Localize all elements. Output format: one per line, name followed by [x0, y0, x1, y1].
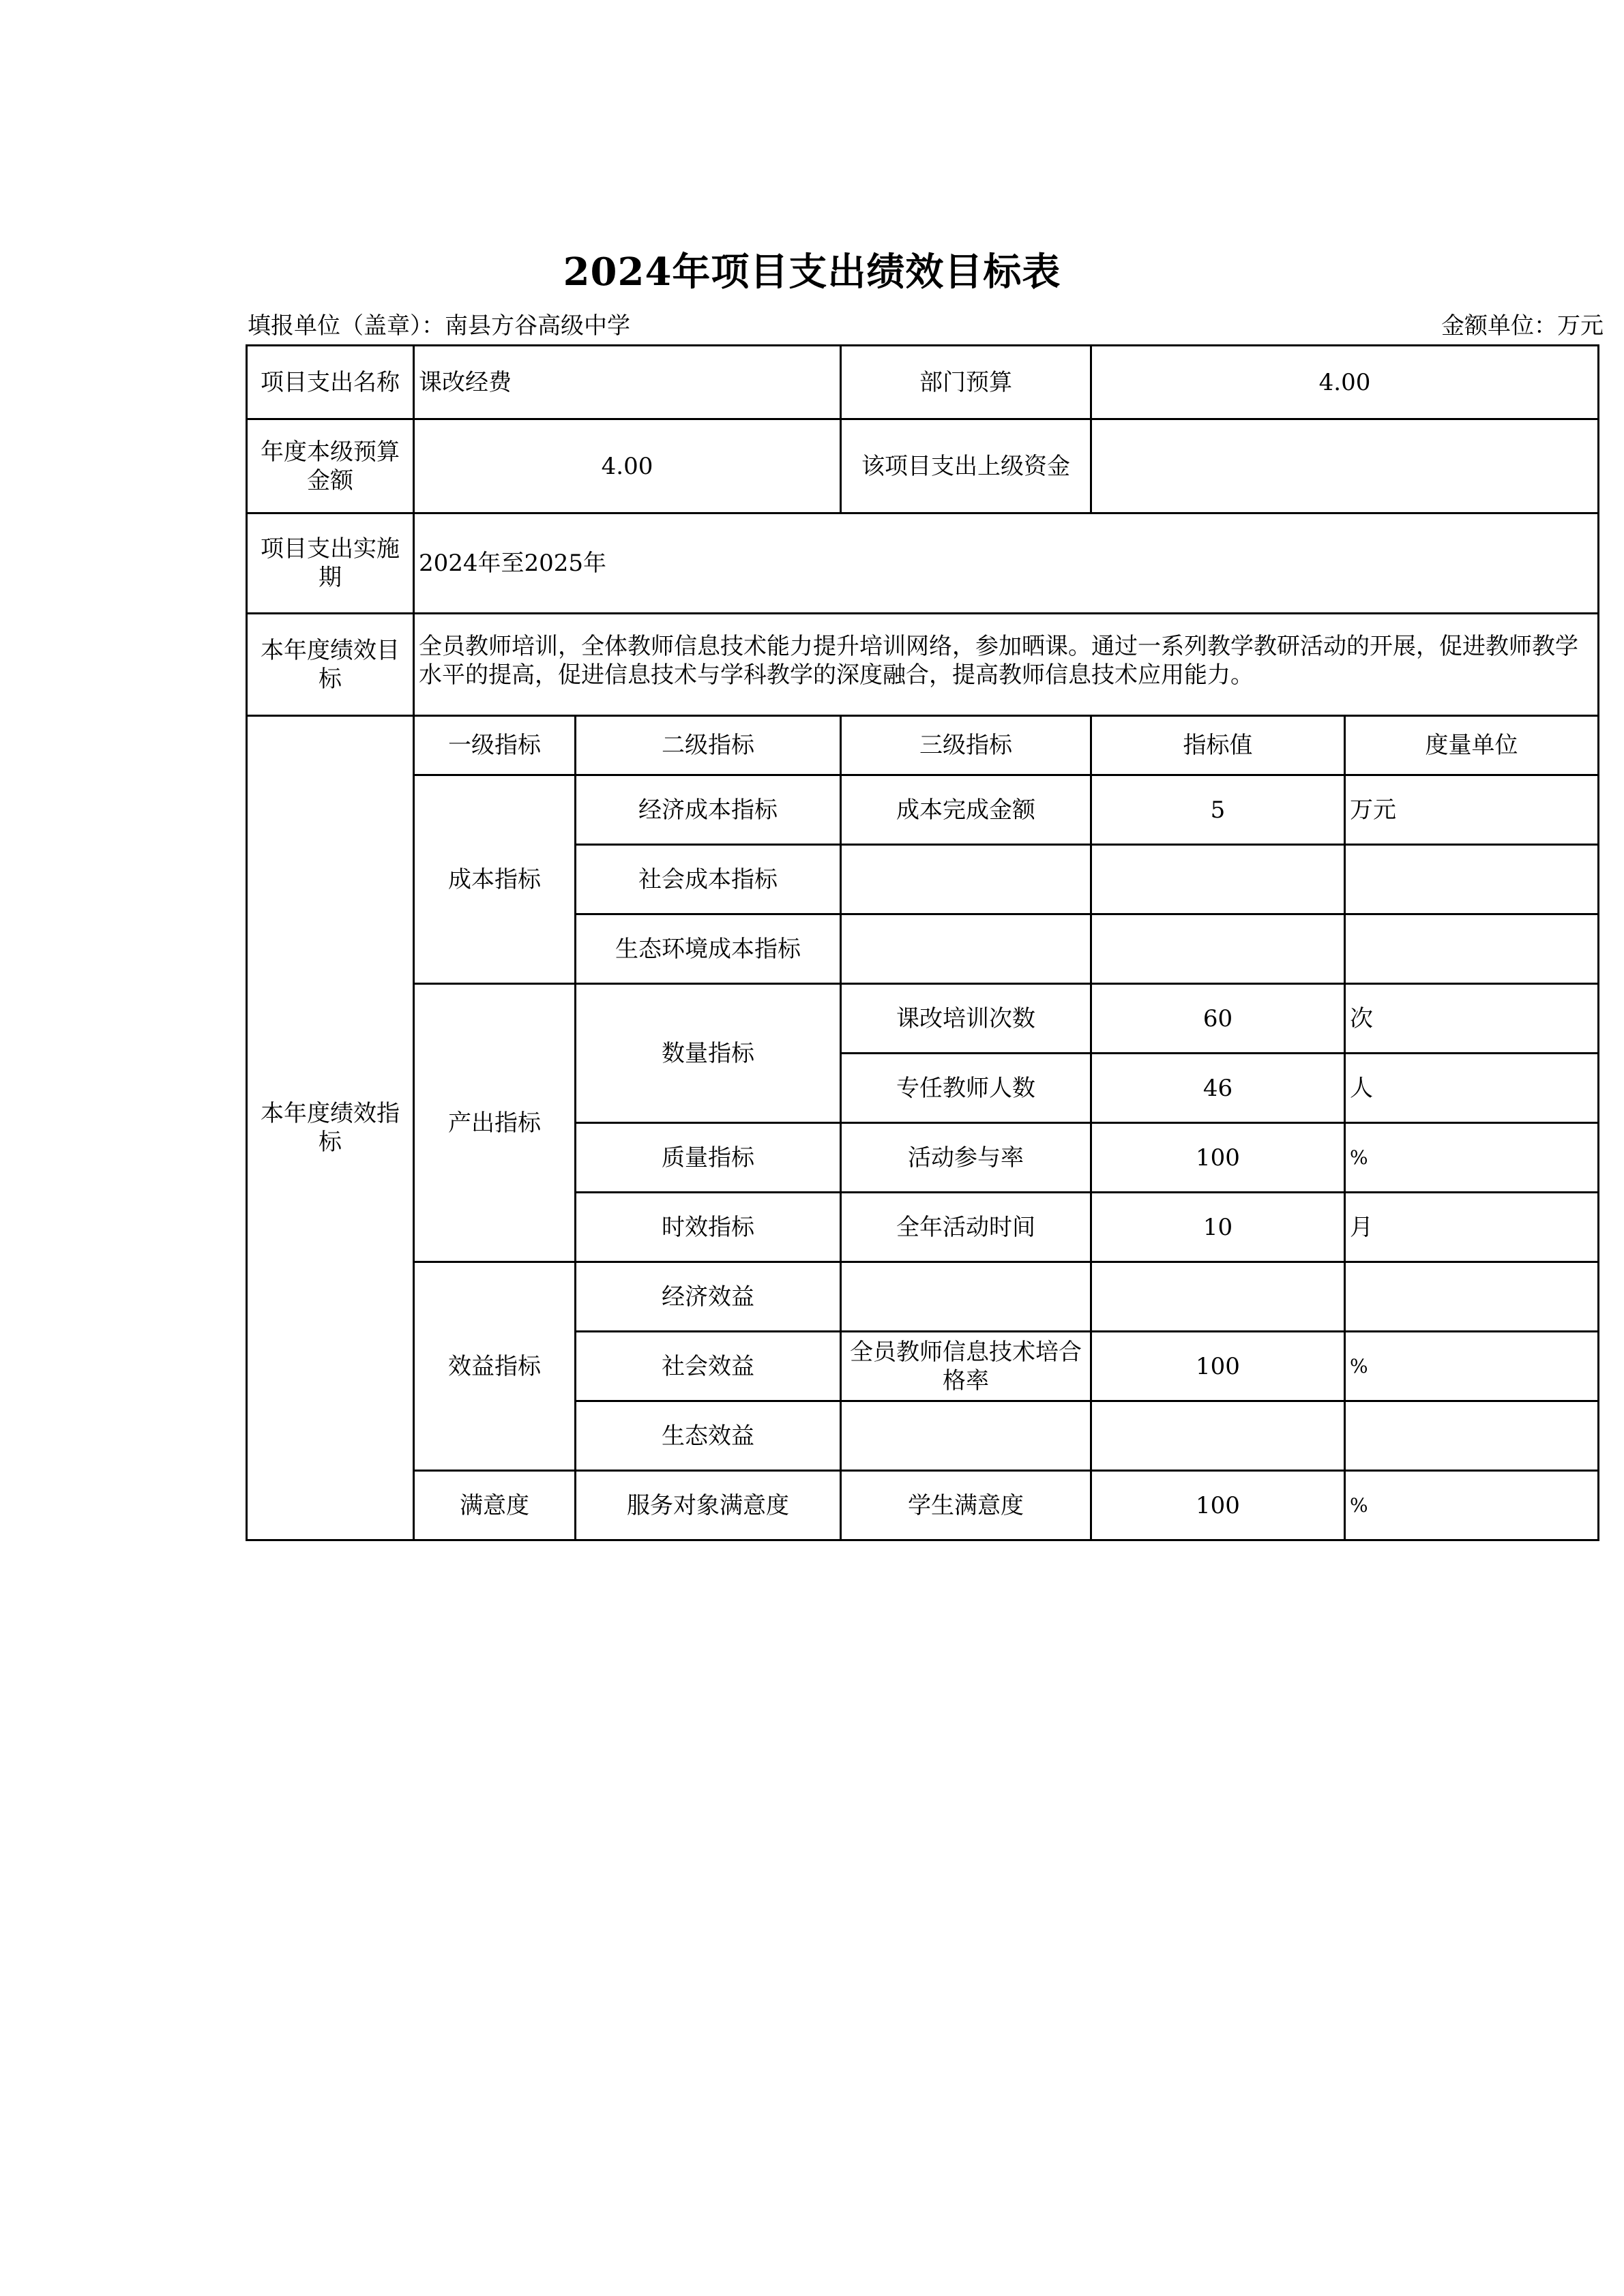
table-row [247, 513, 1599, 614]
indicators-section-label: 本年度绩效指标 [247, 716, 414, 1540]
level3-cell: 课改培训次数 [841, 984, 1091, 1054]
project-name: 课改经费 [414, 346, 841, 419]
value-cell: 46 [1091, 1054, 1345, 1123]
level2-cell: 经济效益 [576, 1262, 841, 1332]
dept-budget-label: 部门预算 [841, 346, 1091, 419]
unit-cell [1345, 914, 1599, 984]
level2-cell: 时效指标 [576, 1193, 841, 1262]
level2-cell: 经济成本指标 [576, 775, 841, 845]
level1-output: 产出指标 [414, 984, 576, 1262]
level3-cell: 全年活动时间 [841, 1193, 1091, 1262]
level2-cell: 生态环境成本指标 [576, 914, 841, 984]
unit-cell: % [1345, 1332, 1599, 1401]
level2-cell: 社会成本指标 [576, 845, 841, 914]
table-row [247, 984, 1599, 1054]
level3-cell: 活动参与率 [841, 1123, 1091, 1193]
level2-cell: 社会效益 [576, 1332, 841, 1401]
upper-funds-value [1091, 419, 1599, 513]
level3-cell [841, 914, 1091, 984]
table-header-row [247, 716, 1599, 775]
level2-cell: 数量指标 [576, 984, 841, 1123]
value-cell: 5 [1091, 775, 1345, 845]
unit-cell: 万元 [1345, 775, 1599, 845]
period-label: 项目支出实施期 [247, 513, 414, 614]
unit-cell: 次 [1345, 984, 1599, 1054]
level3-cell [841, 1401, 1091, 1471]
level1-satisfaction: 满意度 [414, 1471, 576, 1540]
header-value: 指标值 [1091, 716, 1345, 775]
level1-cost: 成本指标 [414, 775, 576, 984]
value-cell [1091, 1262, 1345, 1332]
table-row [247, 775, 1599, 845]
performance-table [246, 344, 1599, 1541]
table-row [247, 419, 1599, 513]
unit-cell: % [1345, 1123, 1599, 1193]
level3-cell: 全员教师信息技术培合格率 [841, 1332, 1091, 1401]
annual-budget-value: 4.00 [414, 419, 841, 513]
upper-funds-label: 该项目支出上级资金 [841, 419, 1091, 513]
level3-cell [841, 1262, 1091, 1332]
level1-benefit: 效益指标 [414, 1262, 576, 1471]
value-cell: 10 [1091, 1193, 1345, 1262]
level3-cell: 成本完成金额 [841, 775, 1091, 845]
level2-cell: 生态效益 [576, 1401, 841, 1471]
level3-cell: 学生满意度 [841, 1471, 1091, 1540]
value-cell [1091, 1401, 1345, 1471]
unit-cell [1345, 1401, 1599, 1471]
fill-unit: 填报单位（盖章）：南县方谷高级中学 [248, 312, 630, 340]
goal-label: 本年度绩效目标 [247, 614, 414, 716]
value-cell: 100 [1091, 1332, 1345, 1401]
level2-cell: 质量指标 [576, 1123, 841, 1193]
table-row [247, 1262, 1599, 1332]
project-name-label: 项目支出名称 [247, 346, 414, 419]
goal-text: 全员教师培训，全体教师信息技术能力提升培训网络，参加晒课。通过一系列教学教研活动的开展，促进教师教学水平的提高，促进信息技术与学科教学的深度融合，提高教师信息技术应用能力。 [414, 614, 1599, 716]
annual-budget-label: 年度本级预算金额 [247, 419, 414, 513]
level2-cell: 服务对象满意度 [576, 1471, 841, 1540]
level3-cell [841, 845, 1091, 914]
value-cell: 100 [1091, 1471, 1345, 1540]
table-row [247, 1471, 1599, 1540]
unit-cell: % [1345, 1471, 1599, 1540]
header-level1: 一级指标 [414, 716, 576, 775]
value-cell: 60 [1091, 984, 1345, 1054]
table-row [247, 614, 1599, 716]
amount-unit: 金额单位：万元 [1441, 312, 1604, 340]
header-level2: 二级指标 [576, 716, 841, 775]
unit-cell: 月 [1345, 1193, 1599, 1262]
unit-cell: 人 [1345, 1054, 1599, 1123]
value-cell [1091, 845, 1345, 914]
page-title: 2024年项目支出绩效目标表 [563, 250, 1061, 295]
header-unit: 度量单位 [1345, 716, 1599, 775]
value-cell [1091, 914, 1345, 984]
value-cell: 100 [1091, 1123, 1345, 1193]
level3-cell: 专任教师人数 [841, 1054, 1091, 1123]
unit-cell [1345, 1262, 1599, 1332]
table-row [247, 346, 1599, 419]
header-level3: 三级指标 [841, 716, 1091, 775]
unit-cell [1345, 845, 1599, 914]
dept-budget-value: 4.00 [1091, 346, 1599, 419]
period-value: 2024年至2025年 [414, 513, 1599, 614]
